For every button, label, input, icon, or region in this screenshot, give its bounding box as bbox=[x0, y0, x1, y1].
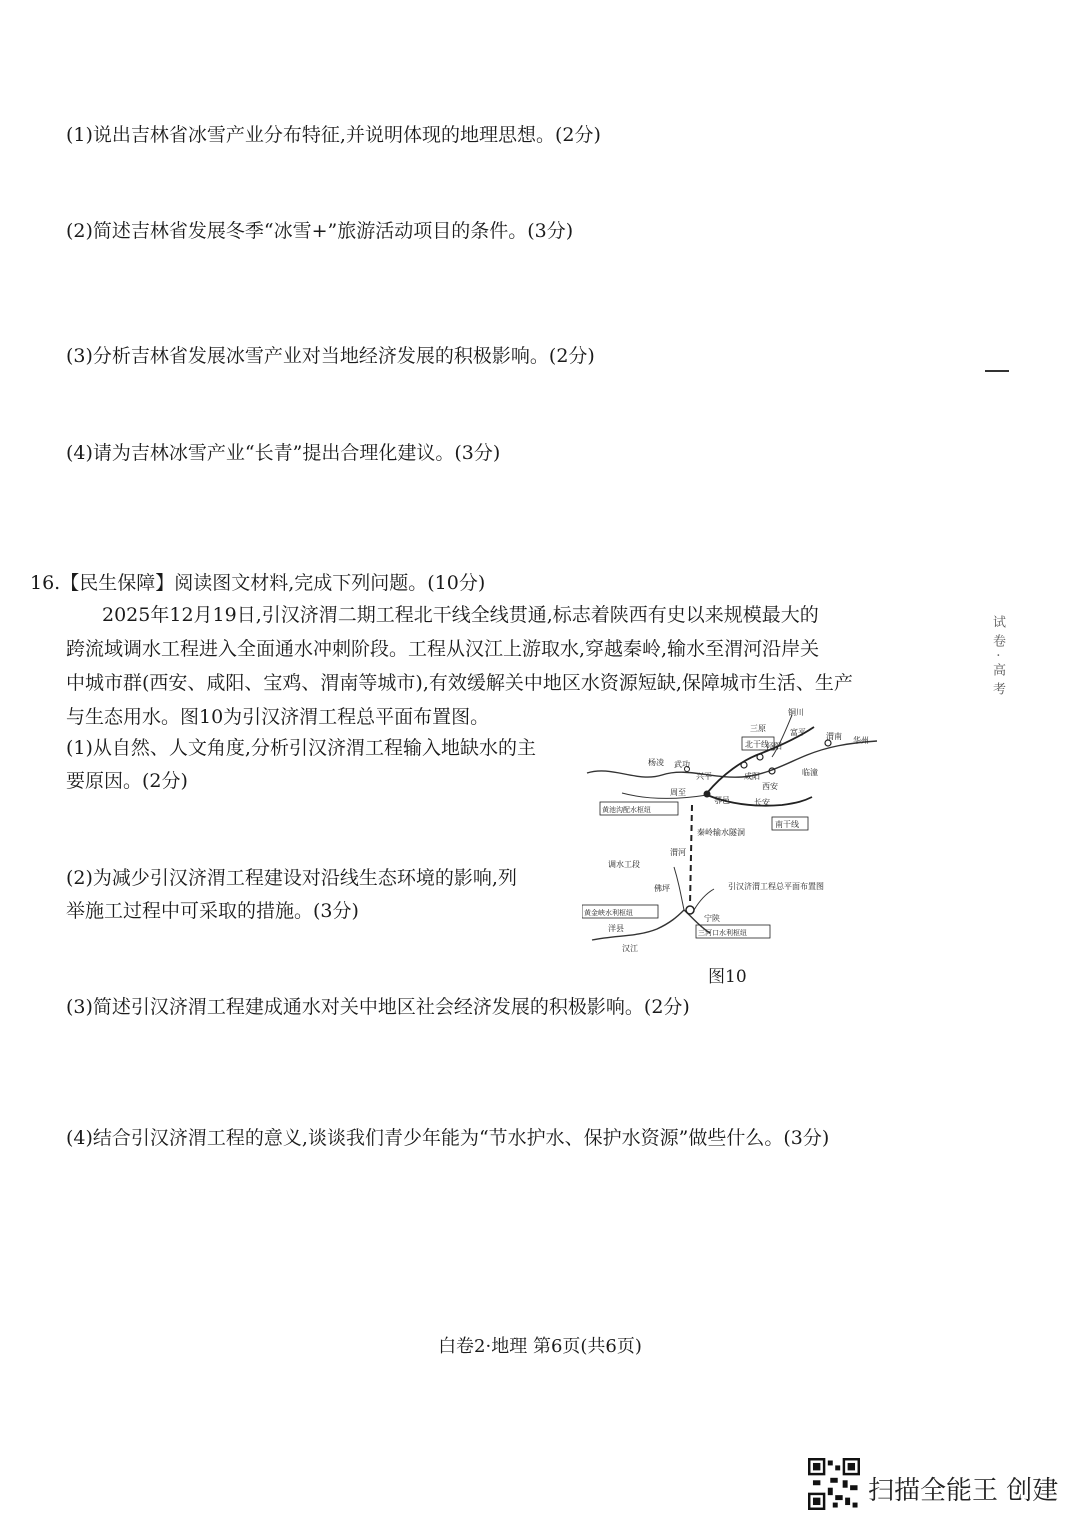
scanner-watermark: 扫描全能王 创建 bbox=[868, 1476, 1059, 1506]
q15-sub3: (3)分析吉林省发展冰雪产业对当地经济发展的积极影响。(2分) bbox=[66, 345, 595, 367]
label-zhouzhi: 周至 bbox=[670, 788, 686, 797]
label-jingyang: 泾阳 bbox=[766, 742, 782, 751]
city-node bbox=[741, 762, 747, 768]
label-huangjinxia: 黄金峡水利枢纽 bbox=[584, 909, 633, 917]
label-weinan: 渭南 bbox=[826, 732, 842, 741]
label-wugong: 武功 bbox=[674, 760, 690, 769]
label-xingping: 兴平 bbox=[696, 772, 712, 781]
label-sanyuan: 三原 bbox=[750, 724, 766, 733]
weihe-river-line bbox=[587, 741, 877, 777]
tributary-line bbox=[674, 867, 684, 910]
material-line: 跨流域调水工程进入全面通水冲刺阶段。工程从汉江上游取水,穿越秦岭,输水至渭河沿岸关 bbox=[66, 638, 820, 660]
label-tongchuan: 铜川 bbox=[788, 708, 804, 717]
project-layout-map bbox=[582, 705, 882, 960]
q15-sub2: (2)简述吉林省发展冬季“冰雪+”旅游活动项目的条件。(3分) bbox=[66, 220, 574, 242]
qr-code-icon bbox=[808, 1458, 860, 1510]
label-nanganxian: 南干线 bbox=[775, 820, 799, 829]
qinling-tunnel-line bbox=[690, 805, 692, 905]
label-xianyang: 咸阳 bbox=[744, 772, 760, 781]
margin-dash bbox=[985, 370, 1009, 372]
label-map-title: 引汉济渭工程总平面布置图 bbox=[728, 882, 824, 891]
label-foping: 佛坪 bbox=[654, 884, 670, 893]
reservoir-node bbox=[686, 906, 694, 914]
label-changan: 长安 bbox=[754, 798, 770, 807]
label-huazhou: 华州 bbox=[853, 736, 869, 745]
label-shuidong: 秦岭输水隧洞 bbox=[697, 828, 745, 837]
label-weihe: 渭河 bbox=[670, 848, 686, 857]
label-fuping: 富平 bbox=[790, 728, 806, 737]
q15-sub1: (1)说出吉林省冰雪产业分布特征,并说明体现的地理思想。(2分) bbox=[66, 124, 601, 146]
q16-title: 16.【民生保障】阅读图文材料,完成下列问题。(10分) bbox=[30, 572, 486, 594]
label-yangxian: 洋县 bbox=[608, 924, 624, 933]
figure-caption: 图10 bbox=[708, 967, 747, 987]
label-huangchigou: 黄池沟配水枢纽 bbox=[602, 806, 651, 814]
tributary-line bbox=[694, 889, 714, 910]
q16-sub1: (1)从自然、人文角度,分析引汉济渭工程输入地缺水的主 要原因。(2分) bbox=[66, 737, 536, 792]
river-branch bbox=[622, 793, 707, 799]
label-beiganxian: 北干线 bbox=[745, 740, 769, 749]
junction-node bbox=[704, 791, 711, 798]
q16-sub2: (2)为减少引汉济渭工程建设对沿线生态环境的影响,列 举施工过程中可采取的措施。(3分) bbox=[66, 867, 517, 922]
material-line: 中城市群(西安、咸阳、宝鸡、渭南等城市),有效缓解关中地区水资源短缺,保障城市生活、生产 bbox=[66, 672, 853, 694]
page-footer: 白卷2·地理 第6页(共6页) bbox=[438, 1336, 642, 1357]
label-ningshan: 宁陕 bbox=[704, 914, 720, 923]
q15-sub4: (4)请为吉林冰雪产业“长青”提出合理化建议。(3分) bbox=[66, 442, 501, 464]
material-line: 2025年12月19日,引汉济渭二期工程北干线全线贯通,标志着陕西有史以来规模最大的 bbox=[102, 604, 819, 626]
city-node bbox=[757, 754, 763, 760]
label-lintong: 临潼 bbox=[802, 768, 818, 777]
label-xian: 西安 bbox=[762, 782, 778, 791]
q16-sub4: (4)结合引汉济渭工程的意义,谈谈我们青少年能为“节水护水、保护水资源”做些什么。(3分) bbox=[66, 1127, 830, 1149]
label-sanhekou: 三河口水利枢纽 bbox=[698, 929, 747, 937]
label-hanjiang: 汉江 bbox=[622, 944, 638, 953]
label-yangling: 杨凌 bbox=[648, 758, 664, 767]
material-line: 与生态用水。图10为引汉济渭工程总平面布置图。 bbox=[66, 706, 490, 728]
label-diaoshui: 调水工段 bbox=[608, 860, 640, 869]
q16-sub3: (3)简述引汉济渭工程建成通水对关中地区社会经济发展的积极影响。(2分) bbox=[66, 996, 690, 1018]
margin-note: 试卷·高考 bbox=[990, 615, 1005, 702]
label-huyi: 鄠邑 bbox=[714, 796, 730, 805]
